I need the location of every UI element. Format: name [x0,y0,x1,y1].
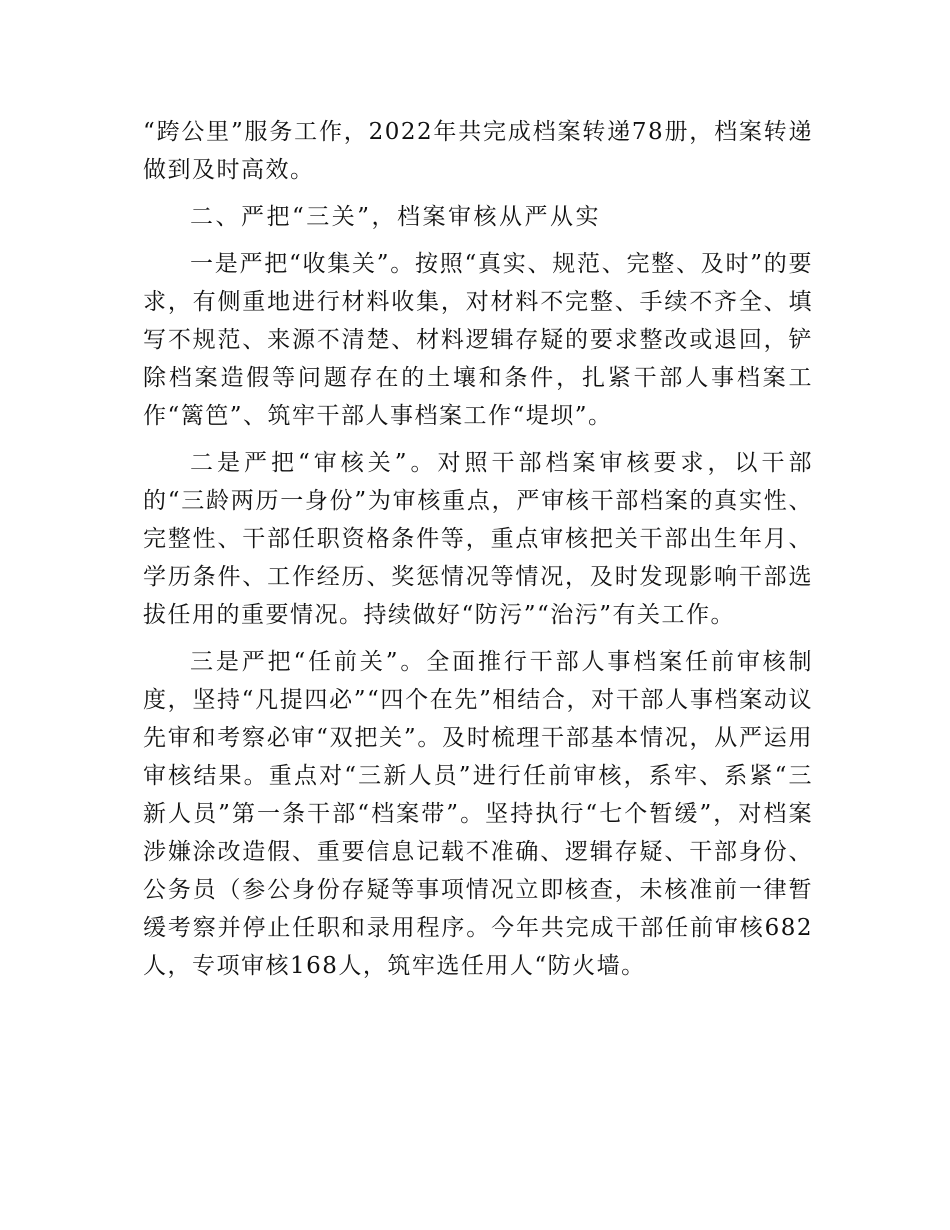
document-body [143,113,813,994]
paragraph-transfer-summary: “跨公里”服务工作，2022年共完成档案转递78册，档案转递做到及时高效。 [143,119,813,183]
section-heading-three-checks: 二、严把“三关”，档案审核从严从实 [190,204,602,230]
paragraph-collection-check: 一是严把“收集关”。按照“真实、规范、完整、及时”的要求，有侧重地进行材料收集，对材料不完整、手续不齐全、填写不规范、来源不清楚、材料逻辑存疑的要求整改或退回，铲除档案造假等问题存在的土壤和条件，扎紧干部人事档案工作“篱笆”、筑牢干部人事档案工作“堤坝”。 [143,251,813,429]
paragraph-review-check: 二是严把“审核关”。对照干部档案审核要求，以干部的“三龄两历一身份”为审核重点，严审核干部档案的真实性、完整性、干部任职资格条件等，重点审核把关干部出生年月、学历条件、工作经历、奖惩情况等情况，及时发现影响干部选拔任用的重要情况。持续做好“防污”“治污”有关工作。 [143,450,813,628]
paragraph-pre-appointment-check: 三是严把“任前关”。全面推行干部人事档案任前审核制度，坚持“凡提四必”“四个在先”相结合，对干部人事档案动议先审和考察必审“双把关”。及时梳理干部基本情况，从严运用审核结果。重点对“三新人员”进行任前审核，系牢、系紧“三新人员”第一条干部“档案带”。坚持执行“七个暂缓”，对档案涉嫌涂改造假、重要信息记载不准确、逻辑存疑、干部身份、公务员（参公身份存疑等事项情况立即核查，未核准前一律暂缓考察并停止任职和录用程序。今年共完成干部任前审核682人，专项审核168人，筑牢选任用人“防火墙。 [143,649,813,979]
